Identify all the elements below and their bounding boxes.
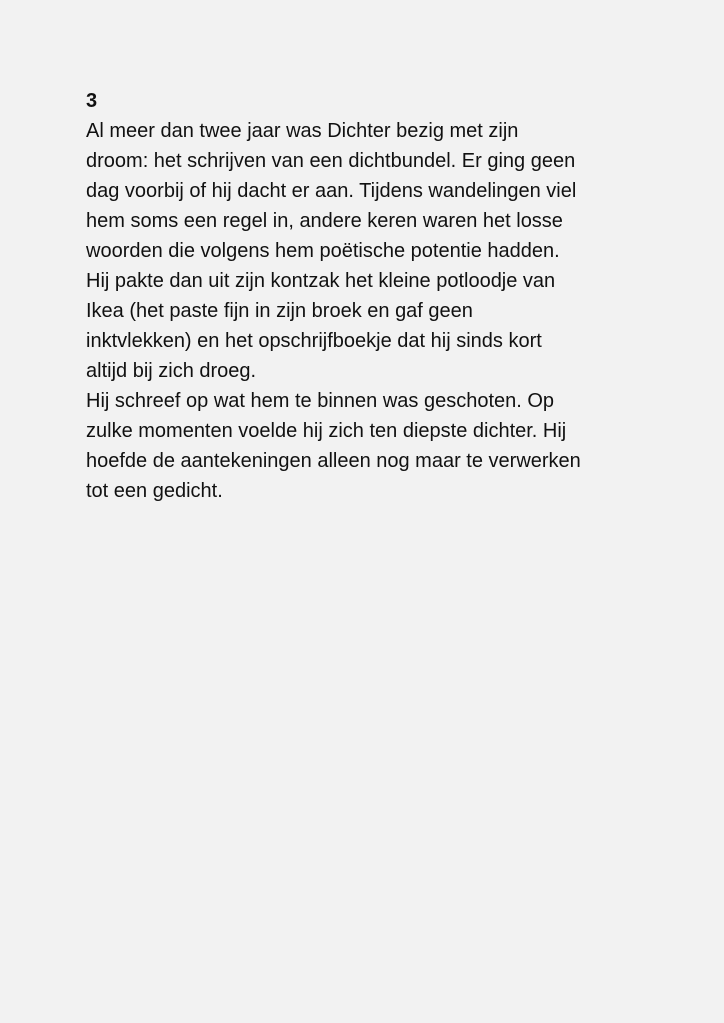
text-line: droom: het schrijven van een dichtbundel. Er ging geen (86, 150, 576, 172)
text-line: woorden die volgens hem poëtische potentie hadden. (86, 240, 560, 262)
text-line: Hij schreef op wat hem te binnen was geschoten. Op (86, 390, 555, 412)
text-line: hoefde de aantekeningen alleen nog maar te verwerken (86, 450, 581, 472)
text-line: altijd bij zich droeg. (86, 360, 257, 382)
text-line: Al meer dan twee jaar was Dichter bezig met zijn (86, 120, 519, 142)
text-line: tot een gedicht. (86, 480, 223, 502)
text-line: Hij pakte dan uit zijn kontzak het kleine potloodje van (86, 270, 556, 292)
page-content (86, 86, 686, 506)
text-line: inktvlekken) en het opschrijfboekje dat hij sinds kort (86, 330, 542, 352)
chapter-number: 3 (86, 90, 98, 112)
text-line: Ikea (het paste fijn in zijn broek en gaf geen (86, 300, 473, 322)
text-line: dag voorbij of hij dacht er aan. Tijdens wandelingen viel (86, 180, 577, 202)
text-line: zulke momenten voelde hij zich ten diepste dichter. Hij (86, 420, 567, 442)
text-line: hem soms een regel in, andere keren waren het losse (86, 210, 563, 232)
